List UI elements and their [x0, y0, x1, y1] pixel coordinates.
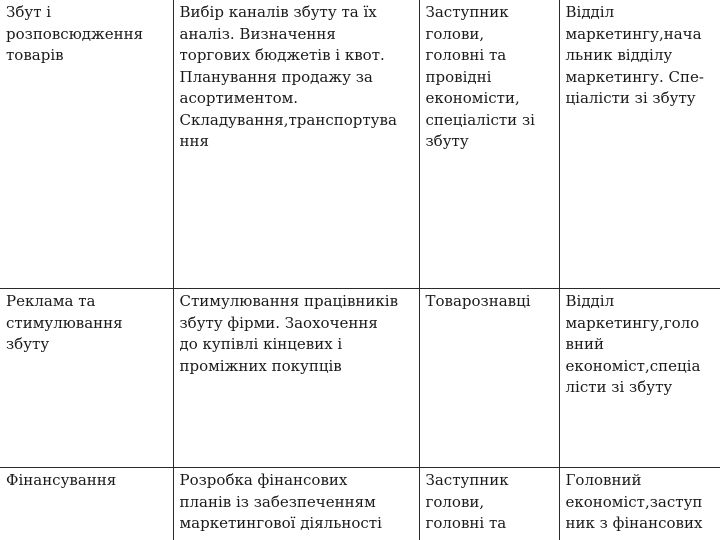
executor-cell: Заступник голови, головні та провідні економісти, спеціалісти зі збуту: [419, 0, 559, 289]
tasks-cell: Стимулювання працівників збуту фірми. Заохочення до купівлі кінцевих і проміжних покупців: [173, 289, 419, 468]
executor-cell: Товарознавці: [419, 289, 559, 468]
table-row: [0, 289, 720, 468]
department-cell: Відділ маркетингу,голо вний економіст,спеціа лісти зі збуту: [559, 289, 720, 468]
function-cell: Реклама та стимулювання збуту: [0, 289, 173, 468]
executor-cell: Заступник голови, головні та: [419, 468, 559, 540]
department-cell: Відділ маркетингу,нача льник відділу маркетингу. Спе- ціалісти зі збуту: [559, 0, 720, 289]
department-cell: Головний економіст,заступ ник з фінансових: [559, 468, 720, 540]
function-cell: Фінансування: [0, 468, 173, 540]
function-cell: Збут і розповсюдження товарів: [0, 0, 173, 289]
table-row: [0, 468, 720, 540]
tasks-cell: Вибір каналів збуту та їх аналіз. Визначення торгових бюджетів і квот. Планування продажу за асортиментом. Складування,транспортува ння: [173, 0, 419, 289]
tasks-cell: Розробка фінансових планів із забезпеченням маркетингової діяльності: [173, 468, 419, 540]
